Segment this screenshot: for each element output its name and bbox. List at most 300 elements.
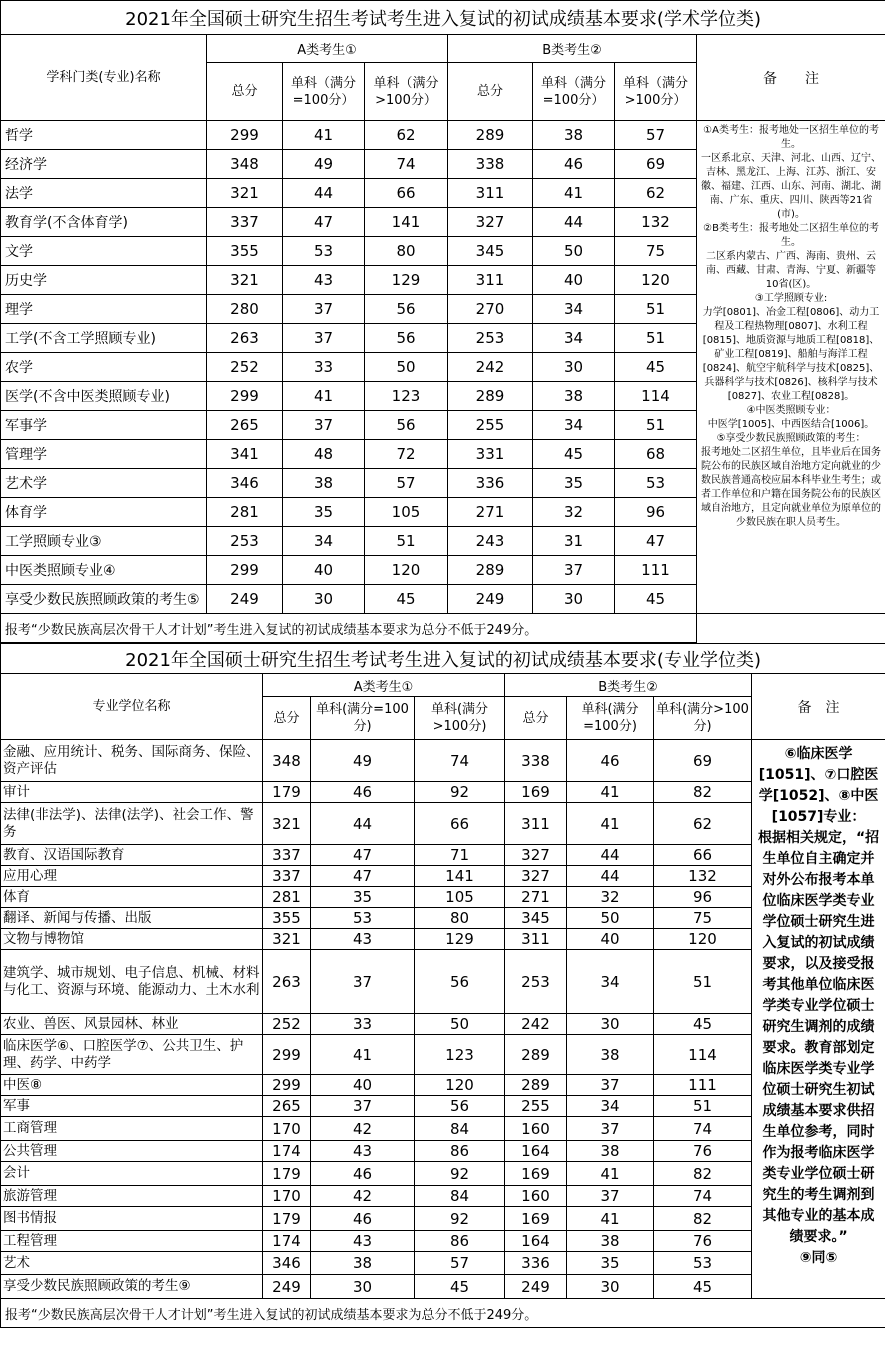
score-cell-b-total: 311 bbox=[505, 929, 567, 950]
score-cell-b-s1: 37 bbox=[533, 556, 615, 585]
score-cell-a-s2: 56 bbox=[365, 324, 448, 353]
score-cell-a-s1: 33 bbox=[283, 353, 365, 382]
remark-line: ⑨同⑤ bbox=[799, 1250, 838, 1266]
score-cell-b-s2: 53 bbox=[654, 1252, 752, 1275]
score-cell-b-total: 249 bbox=[505, 1275, 567, 1299]
score-cell-a-s2: 123 bbox=[415, 1035, 505, 1075]
score-cell-a-total: 281 bbox=[207, 498, 283, 527]
score-cell-b-total: 345 bbox=[448, 237, 533, 266]
table2-a-singlegt100-header: 单科(满分>100分) bbox=[415, 697, 505, 740]
score-cell-b-s2: 51 bbox=[654, 950, 752, 1014]
score-cell-b-s2: 75 bbox=[654, 908, 752, 929]
score-cell-a-s1: 41 bbox=[311, 1035, 415, 1075]
score-cell-a-s2: 57 bbox=[365, 469, 448, 498]
score-cell-a-s1: 42 bbox=[311, 1186, 415, 1207]
score-cell-a-s1: 41 bbox=[283, 121, 365, 150]
remark-line: 一区系北京、天津、河北、山西、辽宁、吉林、黑龙江、上海、江苏、浙江、安徽、福建、江西、山东、河南、湖北、湖南、广东、重庆、四川、陕西等21省(市)。 bbox=[701, 153, 882, 220]
score-cell-a-s2: 92 bbox=[415, 782, 505, 803]
score-cell-a-s2: 74 bbox=[365, 150, 448, 179]
score-cell-b-total: 253 bbox=[505, 950, 567, 1014]
row-name: 农业、兽医、风景园林、林业 bbox=[1, 1014, 263, 1035]
table1-b-singlegt100-header: 单科（满分>100分） bbox=[615, 63, 697, 121]
score-cell-a-s2: 105 bbox=[415, 887, 505, 908]
remark-line: ①A类考生：报考地处一区招生单位的考生。 bbox=[703, 125, 879, 150]
score-cell-a-s1: 42 bbox=[311, 1117, 415, 1141]
remark-line: 中医学[1005]、中西医结合[1006]。 bbox=[707, 419, 875, 430]
score-cell-b-s1: 44 bbox=[567, 866, 654, 887]
score-cell-a-total: 253 bbox=[207, 527, 283, 556]
score-cell-a-s2: 72 bbox=[365, 440, 448, 469]
score-cell-a-total: 321 bbox=[263, 929, 311, 950]
score-cell-a-s2: 51 bbox=[365, 527, 448, 556]
score-cell-b-s2: 111 bbox=[615, 556, 697, 585]
score-cell-b-total: 169 bbox=[505, 782, 567, 803]
score-cell-a-s1: 53 bbox=[283, 237, 365, 266]
score-cell-b-s1: 34 bbox=[567, 1096, 654, 1117]
score-cell-a-total: 179 bbox=[263, 1162, 311, 1186]
score-cell-a-total: 179 bbox=[263, 782, 311, 803]
row-name: 工学照顾专业③ bbox=[1, 527, 207, 556]
remark-line: ②B类考生：报考地处二区招生单位的考生。 bbox=[703, 223, 879, 248]
score-cell-b-s2: 76 bbox=[654, 1141, 752, 1162]
score-cell-a-total: 337 bbox=[263, 845, 311, 866]
score-cell-b-s2: 96 bbox=[654, 887, 752, 908]
row-name: 经济学 bbox=[1, 150, 207, 179]
score-cell-b-total: 289 bbox=[505, 1075, 567, 1096]
row-name: 艺术学 bbox=[1, 469, 207, 498]
score-cell-a-s1: 47 bbox=[283, 208, 365, 237]
table1-remarks bbox=[697, 121, 885, 614]
score-cell-b-total: 327 bbox=[505, 866, 567, 887]
score-cell-a-s2: 45 bbox=[365, 585, 448, 614]
score-cell-b-s1: 38 bbox=[567, 1035, 654, 1075]
table1-b-single100-header: 单科（满分=100分） bbox=[533, 63, 615, 121]
score-cell-b-s2: 120 bbox=[615, 266, 697, 295]
score-cell-b-s1: 38 bbox=[567, 1231, 654, 1252]
table2-b-singlegt100-header: 单科(满分>100分) bbox=[654, 697, 752, 740]
score-cell-a-total: 348 bbox=[263, 740, 311, 782]
score-cell-a-total: 337 bbox=[263, 866, 311, 887]
score-cell-b-s2: 62 bbox=[654, 803, 752, 845]
score-cell-b-total: 338 bbox=[448, 150, 533, 179]
score-cell-a-s2: 56 bbox=[365, 295, 448, 324]
score-cell-a-total: 355 bbox=[207, 237, 283, 266]
score-cell-b-s1: 44 bbox=[567, 845, 654, 866]
score-cell-a-total: 263 bbox=[263, 950, 311, 1014]
remark-line: 根据相关规定，“招生单位自主确定并对外公布报考本单位临床医学类专业学位硕士研究生进入复试的初试成绩要求，以及接受报考其他单位临床医学类专业学位硕士研究生调剂的成绩要求。教育部划定临床医学类专业学位硕士研究生初试成绩基本要求供招生单位参考，同时作为报考临床医学类专业学位硕士研究生的考生调剂到其他专业的基本成绩要求。” bbox=[757, 830, 880, 1245]
table-row bbox=[1, 121, 885, 150]
score-cell-b-total: 311 bbox=[448, 179, 533, 208]
score-cell-a-total: 252 bbox=[263, 1014, 311, 1035]
score-cell-b-s1: 45 bbox=[533, 440, 615, 469]
score-cell-a-s2: 123 bbox=[365, 382, 448, 411]
row-name: 建筑学、城市规划、电子信息、机械、材料与化工、资源与环境、能源动力、土木水利 bbox=[1, 950, 263, 1014]
score-cell-a-s2: 141 bbox=[415, 866, 505, 887]
score-cell-a-total: 170 bbox=[263, 1186, 311, 1207]
score-cell-a-s1: 44 bbox=[283, 179, 365, 208]
row-name: 审计 bbox=[1, 782, 263, 803]
score-cell-a-s1: 35 bbox=[311, 887, 415, 908]
score-cell-a-s2: 105 bbox=[365, 498, 448, 527]
score-cell-b-total: 160 bbox=[505, 1186, 567, 1207]
row-name: 法学 bbox=[1, 179, 207, 208]
score-cell-a-s1: 46 bbox=[311, 1207, 415, 1231]
score-cell-a-s1: 44 bbox=[311, 803, 415, 845]
table2-b-single100-header: 单科(满分=100分) bbox=[567, 697, 654, 740]
row-name: 农学 bbox=[1, 353, 207, 382]
score-cell-b-total: 243 bbox=[448, 527, 533, 556]
score-cell-b-s2: 111 bbox=[654, 1075, 752, 1096]
score-cell-b-s1: 30 bbox=[567, 1014, 654, 1035]
row-name: 哲学 bbox=[1, 121, 207, 150]
academic-degree-table bbox=[0, 0, 885, 643]
row-name: 中医类照顾专业④ bbox=[1, 556, 207, 585]
score-cell-b-s1: 41 bbox=[567, 782, 654, 803]
score-cell-b-total: 160 bbox=[505, 1117, 567, 1141]
row-name: 体育 bbox=[1, 887, 263, 908]
score-cell-a-total: 299 bbox=[263, 1035, 311, 1075]
remark-line: ④中医类照顾专业： bbox=[746, 405, 836, 416]
score-cell-b-s2: 132 bbox=[615, 208, 697, 237]
row-name: 体育学 bbox=[1, 498, 207, 527]
score-cell-b-s2: 66 bbox=[654, 845, 752, 866]
score-cell-b-s2: 51 bbox=[615, 324, 697, 353]
score-cell-a-s1: 38 bbox=[283, 469, 365, 498]
row-name: 工程管理 bbox=[1, 1231, 263, 1252]
score-cell-a-s1: 38 bbox=[311, 1252, 415, 1275]
score-cell-b-total: 289 bbox=[448, 556, 533, 585]
row-name: 临床医学⑥、口腔医学⑦、公共卫生、护理、药学、中药学 bbox=[1, 1035, 263, 1075]
score-cell-a-total: 265 bbox=[207, 411, 283, 440]
row-name: 翻译、新闻与传播、出版 bbox=[1, 908, 263, 929]
row-name: 管理学 bbox=[1, 440, 207, 469]
score-cell-b-s1: 46 bbox=[533, 150, 615, 179]
score-cell-a-s1: 41 bbox=[283, 382, 365, 411]
score-cell-b-total: 289 bbox=[505, 1035, 567, 1075]
score-cell-a-s2: 129 bbox=[365, 266, 448, 295]
score-cell-a-s1: 48 bbox=[283, 440, 365, 469]
row-name: 公共管理 bbox=[1, 1141, 263, 1162]
score-cell-b-total: 331 bbox=[448, 440, 533, 469]
table2-col-name-header: 专业学位名称 bbox=[1, 674, 263, 740]
row-name: 教育学(不含体育学) bbox=[1, 208, 207, 237]
score-cell-b-total: 345 bbox=[505, 908, 567, 929]
score-cell-a-total: 299 bbox=[263, 1075, 311, 1096]
score-cell-a-total: 265 bbox=[263, 1096, 311, 1117]
score-cell-a-s2: 56 bbox=[415, 1096, 505, 1117]
row-name: 艺术 bbox=[1, 1252, 263, 1275]
score-cell-b-s2: 57 bbox=[615, 121, 697, 150]
score-cell-a-s2: 92 bbox=[415, 1207, 505, 1231]
table1-b-total-header: 总分 bbox=[448, 63, 533, 121]
remark-line: ③工学照顾专业: bbox=[754, 293, 828, 304]
score-cell-a-s2: 50 bbox=[365, 353, 448, 382]
table1-a-singlegt100-header: 单科（满分>100分） bbox=[365, 63, 448, 121]
score-cell-b-s2: 51 bbox=[615, 295, 697, 324]
table2-group-b-header: B类考生② bbox=[505, 674, 752, 697]
score-cell-a-s2: 66 bbox=[415, 803, 505, 845]
score-cell-b-s1: 50 bbox=[533, 237, 615, 266]
score-cell-b-total: 289 bbox=[448, 121, 533, 150]
remark-line: 力学[0801]、冶金工程[0806]、动力工程及工程热物理[0807]、水利工程[0815]、地质资源与地质工程[0818]、矿业工程[0819]、船舶与海洋工程[0824]、航空宇航科学与技术[0825]、兵器科学与技术[0826]、核科学与技术[0827]、农业工程[0828]。 bbox=[702, 307, 880, 402]
score-cell-a-s1: 34 bbox=[283, 527, 365, 556]
table2-group-a-header: A类考生① bbox=[263, 674, 505, 697]
row-name: 工学(不含工学照顾专业) bbox=[1, 324, 207, 353]
score-cell-a-s2: 120 bbox=[415, 1075, 505, 1096]
score-cell-a-s2: 80 bbox=[415, 908, 505, 929]
score-cell-a-total: 337 bbox=[207, 208, 283, 237]
row-name: 理学 bbox=[1, 295, 207, 324]
row-name: 医学(不含中医类照顾专业) bbox=[1, 382, 207, 411]
score-cell-b-total: 249 bbox=[448, 585, 533, 614]
score-cell-b-s2: 45 bbox=[615, 585, 697, 614]
score-cell-b-s1: 35 bbox=[567, 1252, 654, 1275]
table1-remark-header: 备 注 bbox=[697, 35, 885, 121]
score-cell-b-s1: 32 bbox=[533, 498, 615, 527]
table2-a-single100-header: 单科(满分=100分) bbox=[311, 697, 415, 740]
score-cell-b-s2: 51 bbox=[654, 1096, 752, 1117]
score-cell-b-s1: 35 bbox=[533, 469, 615, 498]
score-cell-b-s1: 40 bbox=[533, 266, 615, 295]
score-cell-a-total: 355 bbox=[263, 908, 311, 929]
table2-a-total-header: 总分 bbox=[263, 697, 311, 740]
score-cell-a-s1: 37 bbox=[283, 295, 365, 324]
score-cell-b-total: 336 bbox=[448, 469, 533, 498]
score-cell-b-total: 255 bbox=[448, 411, 533, 440]
score-cell-a-s1: 47 bbox=[311, 845, 415, 866]
score-cell-b-total: 311 bbox=[505, 803, 567, 845]
remark-line: ⑥临床医学[1051]、⑦口腔医学[1052]、⑧中医[1057]专业： bbox=[758, 746, 879, 825]
score-cell-b-total: 338 bbox=[505, 740, 567, 782]
score-cell-a-s2: 74 bbox=[415, 740, 505, 782]
score-cell-a-s2: 62 bbox=[365, 121, 448, 150]
score-cell-b-total: 271 bbox=[505, 887, 567, 908]
score-cell-b-s2: 45 bbox=[654, 1275, 752, 1299]
score-cell-b-s1: 38 bbox=[533, 121, 615, 150]
score-cell-a-s1: 33 bbox=[311, 1014, 415, 1035]
score-cell-b-s1: 34 bbox=[533, 295, 615, 324]
score-cell-a-s2: 86 bbox=[415, 1231, 505, 1252]
score-cell-b-total: 169 bbox=[505, 1162, 567, 1186]
score-cell-b-s1: 41 bbox=[567, 1162, 654, 1186]
score-cell-b-s2: 62 bbox=[615, 179, 697, 208]
score-cell-a-s1: 49 bbox=[283, 150, 365, 179]
table2-body bbox=[1, 740, 885, 1299]
score-cell-b-s1: 41 bbox=[533, 179, 615, 208]
score-cell-a-s1: 40 bbox=[283, 556, 365, 585]
score-cell-a-s1: 46 bbox=[311, 782, 415, 803]
remark-line: 二区系内蒙古、广西、海南、贵州、云南、西藏、甘肃、青海、宁夏、新疆等10省(区)。 bbox=[706, 251, 877, 290]
score-cell-b-s2: 120 bbox=[654, 929, 752, 950]
score-cell-b-s2: 74 bbox=[654, 1186, 752, 1207]
score-cell-b-s2: 82 bbox=[654, 782, 752, 803]
score-cell-a-total: 249 bbox=[207, 585, 283, 614]
score-cell-b-s2: 47 bbox=[615, 527, 697, 556]
score-cell-b-s1: 46 bbox=[567, 740, 654, 782]
score-cell-a-s1: 37 bbox=[311, 1096, 415, 1117]
score-cell-a-s1: 53 bbox=[311, 908, 415, 929]
score-cell-a-total: 299 bbox=[207, 382, 283, 411]
remark-line: ⑤享受少数民族照顾政策的考生： bbox=[716, 433, 866, 444]
score-cell-b-s2: 69 bbox=[615, 150, 697, 179]
score-cell-b-s2: 68 bbox=[615, 440, 697, 469]
score-cell-b-total: 242 bbox=[448, 353, 533, 382]
score-cell-a-s2: 57 bbox=[415, 1252, 505, 1275]
professional-degree-table bbox=[0, 643, 885, 1328]
score-cell-a-total: 280 bbox=[207, 295, 283, 324]
score-cell-b-s1: 44 bbox=[533, 208, 615, 237]
score-cell-b-total: 169 bbox=[505, 1207, 567, 1231]
score-cell-a-total: 174 bbox=[263, 1141, 311, 1162]
score-cell-a-s1: 43 bbox=[283, 266, 365, 295]
score-cell-a-s1: 30 bbox=[283, 585, 365, 614]
score-cell-b-s2: 75 bbox=[615, 237, 697, 266]
score-cell-b-total: 311 bbox=[448, 266, 533, 295]
table1-a-total-header: 总分 bbox=[207, 63, 283, 121]
score-cell-b-s1: 32 bbox=[567, 887, 654, 908]
score-cell-b-s1: 50 bbox=[567, 908, 654, 929]
score-cell-a-total: 348 bbox=[207, 150, 283, 179]
score-cell-a-s2: 129 bbox=[415, 929, 505, 950]
table1-a-single100-header: 单科（满分=100分） bbox=[283, 63, 365, 121]
score-cell-b-s2: 96 bbox=[615, 498, 697, 527]
score-cell-b-s1: 34 bbox=[533, 324, 615, 353]
score-cell-b-s1: 37 bbox=[567, 1186, 654, 1207]
score-cell-a-s2: 84 bbox=[415, 1186, 505, 1207]
table1-group-a-header: A类考生① bbox=[207, 35, 448, 63]
score-cell-b-total: 327 bbox=[505, 845, 567, 866]
table2-remark-header: 备 注 bbox=[752, 674, 885, 740]
score-cell-a-s2: 45 bbox=[415, 1275, 505, 1299]
score-cell-a-total: 249 bbox=[263, 1275, 311, 1299]
row-name: 军事 bbox=[1, 1096, 263, 1117]
score-cell-a-s1: 46 bbox=[311, 1162, 415, 1186]
row-name: 中医⑧ bbox=[1, 1075, 263, 1096]
score-cell-b-s1: 31 bbox=[533, 527, 615, 556]
score-cell-b-s2: 45 bbox=[654, 1014, 752, 1035]
score-cell-a-total: 174 bbox=[263, 1231, 311, 1252]
score-cell-b-s1: 38 bbox=[533, 382, 615, 411]
score-cell-b-s2: 114 bbox=[615, 382, 697, 411]
score-cell-a-s1: 43 bbox=[311, 1231, 415, 1252]
row-name: 军事学 bbox=[1, 411, 207, 440]
score-cell-a-total: 299 bbox=[207, 121, 283, 150]
score-cell-a-s2: 56 bbox=[415, 950, 505, 1014]
score-cell-a-s1: 47 bbox=[311, 866, 415, 887]
score-cell-b-s2: 53 bbox=[615, 469, 697, 498]
score-cell-a-total: 252 bbox=[207, 353, 283, 382]
row-name: 图书情报 bbox=[1, 1207, 263, 1231]
table2-footnote: 报考“少数民族高层次骨干人才计划”考生进入复试的初试成绩基本要求为总分不低于249分。 bbox=[1, 1299, 885, 1328]
score-cell-b-s1: 41 bbox=[567, 803, 654, 845]
score-cell-b-total: 271 bbox=[448, 498, 533, 527]
score-cell-b-s2: 45 bbox=[615, 353, 697, 382]
score-cell-b-total: 289 bbox=[448, 382, 533, 411]
row-name: 文学 bbox=[1, 237, 207, 266]
score-cell-a-total: 179 bbox=[263, 1207, 311, 1231]
score-cell-b-s1: 30 bbox=[533, 585, 615, 614]
score-cell-b-s1: 38 bbox=[567, 1141, 654, 1162]
score-cell-b-total: 164 bbox=[505, 1231, 567, 1252]
score-cell-a-s2: 80 bbox=[365, 237, 448, 266]
row-name: 历史学 bbox=[1, 266, 207, 295]
score-cell-a-s2: 50 bbox=[415, 1014, 505, 1035]
score-cell-b-s1: 34 bbox=[567, 950, 654, 1014]
table1-group-b-header: B类考生② bbox=[448, 35, 697, 63]
score-cell-a-s2: 92 bbox=[415, 1162, 505, 1186]
score-cell-a-s1: 37 bbox=[283, 411, 365, 440]
table1-col-name-header: 学科门类(专业)名称 bbox=[1, 35, 207, 121]
table1-footnote: 报考“少数民族高层次骨干人才计划”考生进入复试的初试成绩基本要求为总分不低于249分。 bbox=[1, 614, 697, 643]
row-name: 法律(非法学)、法律(法学)、社会工作、警务 bbox=[1, 803, 263, 845]
score-cell-a-s2: 141 bbox=[365, 208, 448, 237]
score-cell-b-s1: 34 bbox=[533, 411, 615, 440]
score-cell-b-s2: 82 bbox=[654, 1207, 752, 1231]
row-name: 工商管理 bbox=[1, 1117, 263, 1141]
score-cell-b-total: 327 bbox=[448, 208, 533, 237]
score-cell-a-total: 170 bbox=[263, 1117, 311, 1141]
score-cell-a-total: 321 bbox=[207, 266, 283, 295]
score-cell-b-s1: 37 bbox=[567, 1117, 654, 1141]
score-cell-a-s2: 84 bbox=[415, 1117, 505, 1141]
score-cell-a-s1: 35 bbox=[283, 498, 365, 527]
table2-remarks bbox=[752, 740, 885, 1299]
row-name: 会计 bbox=[1, 1162, 263, 1186]
table-row bbox=[1, 740, 885, 782]
score-cell-a-s1: 43 bbox=[311, 929, 415, 950]
row-name: 享受少数民族照顾政策的考生⑨ bbox=[1, 1275, 263, 1299]
score-cell-a-s1: 49 bbox=[311, 740, 415, 782]
score-cell-a-total: 263 bbox=[207, 324, 283, 353]
score-cell-a-total: 281 bbox=[263, 887, 311, 908]
score-cell-b-s1: 41 bbox=[567, 1207, 654, 1231]
score-cell-b-total: 164 bbox=[505, 1141, 567, 1162]
score-cell-b-s1: 30 bbox=[533, 353, 615, 382]
table1-body bbox=[1, 121, 885, 614]
score-cell-b-s1: 30 bbox=[567, 1275, 654, 1299]
remark-line: 报考地处二区招生单位，且毕业后在国务院公布的民族区域自治地方定向就业的少数民族普通高校应届本科毕业生考生；或者工作单位和户籍在国务院公布的民族区域自治地方，且定向就业单位为原单位的少数民族在职人员考生。 bbox=[701, 447, 882, 528]
score-cell-b-total: 270 bbox=[448, 295, 533, 324]
score-cell-a-total: 299 bbox=[207, 556, 283, 585]
score-cell-a-s2: 66 bbox=[365, 179, 448, 208]
score-cell-a-s2: 86 bbox=[415, 1141, 505, 1162]
score-cell-a-s1: 37 bbox=[311, 950, 415, 1014]
score-cell-b-s2: 132 bbox=[654, 866, 752, 887]
score-cell-b-s2: 69 bbox=[654, 740, 752, 782]
score-cell-a-s2: 71 bbox=[415, 845, 505, 866]
score-cell-a-total: 321 bbox=[263, 803, 311, 845]
score-cell-a-total: 341 bbox=[207, 440, 283, 469]
row-name: 金融、应用统计、税务、国际商务、保险、资产评估 bbox=[1, 740, 263, 782]
row-name: 旅游管理 bbox=[1, 1186, 263, 1207]
score-cell-a-s2: 120 bbox=[365, 556, 448, 585]
score-cell-b-s1: 40 bbox=[567, 929, 654, 950]
row-name: 享受少数民族照顾政策的考生⑤ bbox=[1, 585, 207, 614]
table2-title: 2021年全国硕士研究生招生考试考生进入复试的初试成绩基本要求(专业学位类) bbox=[1, 644, 885, 674]
score-cell-a-s2: 56 bbox=[365, 411, 448, 440]
score-cell-b-s2: 82 bbox=[654, 1162, 752, 1186]
score-cell-a-total: 346 bbox=[263, 1252, 311, 1275]
score-cell-a-s1: 43 bbox=[311, 1141, 415, 1162]
row-name: 教育、汉语国际教育 bbox=[1, 845, 263, 866]
score-cell-b-total: 255 bbox=[505, 1096, 567, 1117]
score-cell-a-s1: 37 bbox=[283, 324, 365, 353]
table2-b-total-header: 总分 bbox=[505, 697, 567, 740]
score-cell-a-s1: 30 bbox=[311, 1275, 415, 1299]
score-cell-b-s2: 74 bbox=[654, 1117, 752, 1141]
score-cell-b-s1: 37 bbox=[567, 1075, 654, 1096]
table1-title: 2021年全国硕士研究生招生考试考生进入复试的初试成绩基本要求(学术学位类) bbox=[1, 1, 885, 35]
